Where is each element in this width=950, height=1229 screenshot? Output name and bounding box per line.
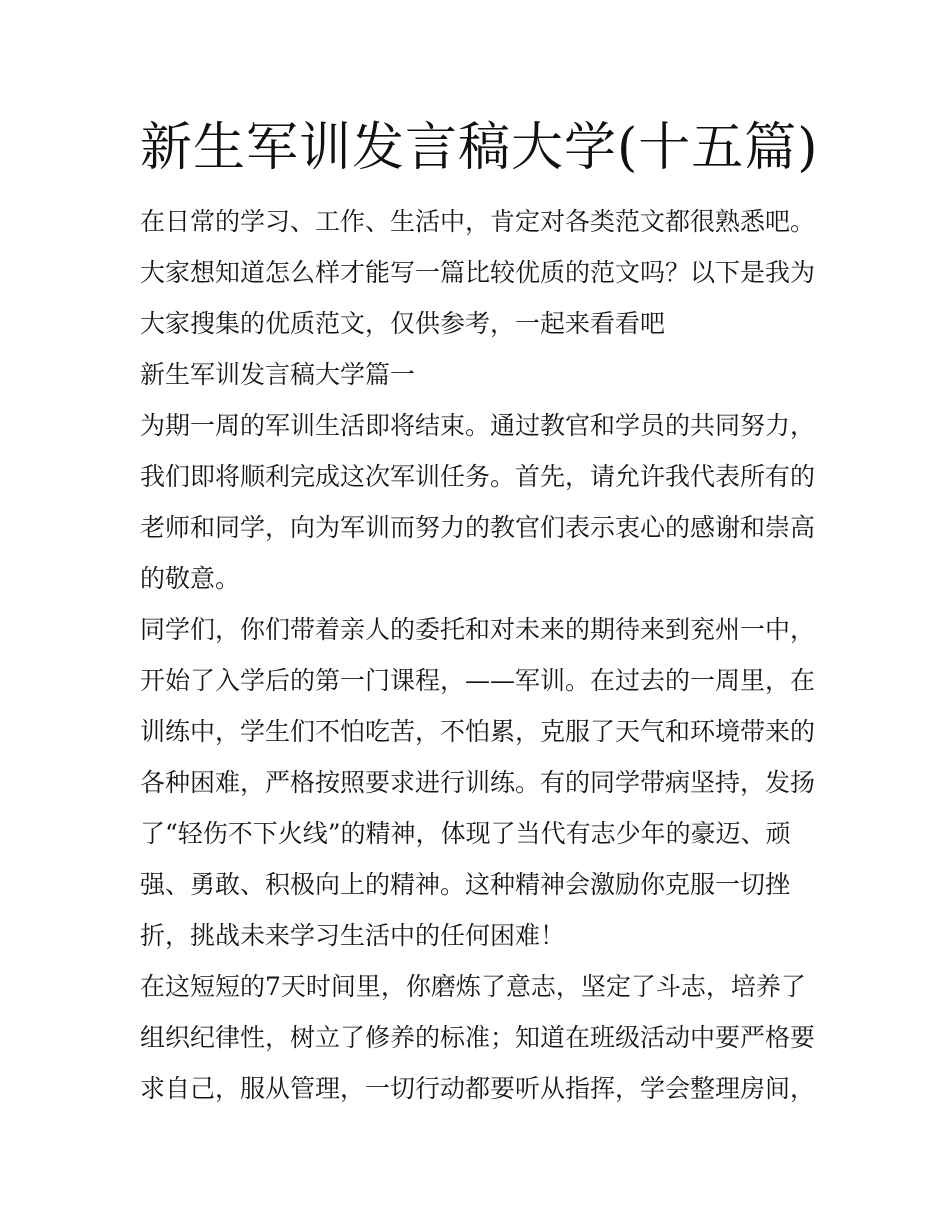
text-line: 我们即将顺利完成这次军训任务。首先，请允许我代表所有的	[140, 462, 816, 491]
document-body	[140, 196, 830, 1114]
text-line: 了“轻伤不下火线”的精神，体现了当代有志少年的豪迈、顽	[140, 819, 791, 848]
text-line: 的敬意。	[140, 564, 241, 593]
text-line: 强、勇敢、积极向上的精神。这种精神会激励你克服一切挫	[140, 870, 791, 899]
text-line: 同学们，你们带着亲人的委托和对未来的期待来到兖州一中，	[140, 615, 816, 644]
document-title: 新生军训发言稿大学(十五篇)	[140, 118, 819, 178]
section-heading: 新生军训发言稿大学篇一	[140, 360, 416, 389]
text-line: 大家搜集的优质范文，仅供参考，一起来看看吧	[140, 309, 666, 338]
text-line: 开始了入学后的第一门课程，——军训。在过去的一周里，在	[140, 666, 816, 695]
text-line: 各种困难，严格按照要求进行训练。有的同学带病坚持，发扬	[140, 768, 816, 797]
text-line: 组织纪律性，树立了修养的标准；知道在班级活动中要严格要	[140, 1023, 816, 1052]
text-line: 求自己，服从管理，一切行动都要听从指挥，学会整理房间，	[140, 1074, 816, 1103]
text-line: 训练中，学生们不怕吃苦，不怕累，克服了天气和环境带来的	[140, 717, 816, 746]
text-line: 折，挑战未来学习生活中的任何困难！	[140, 921, 566, 950]
text-line: 大家想知道怎么样才能写一篇比较优质的范文吗？以下是我为	[140, 258, 816, 287]
text-line: 老师和同学，向为军训而努力的教官们表示衷心的感谢和崇高	[140, 513, 816, 542]
text-line: 在日常的学习、工作、生活中，肯定对各类范文都很熟悉吧。	[140, 207, 816, 236]
text-line: 在这短短的7天时间里，你磨炼了意志，坚定了斗志，培养了	[140, 972, 806, 1001]
text-line: 为期一周的军训生活即将结束。通过教官和学员的共同努力，	[140, 411, 816, 440]
